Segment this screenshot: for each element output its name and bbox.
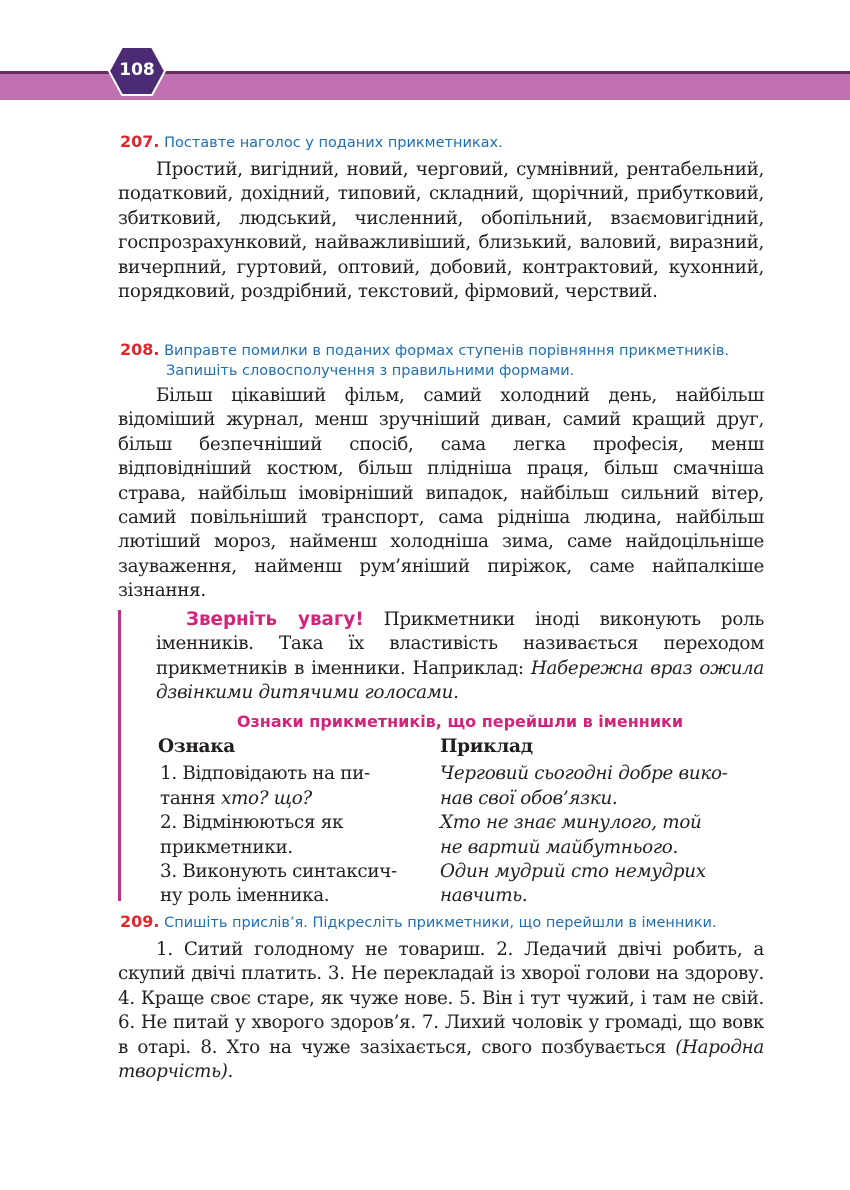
note-example: Набережна враз ожила дзвінкими дитячими голосами — [156, 657, 764, 704]
cell-line: Хто не знає минулого, той — [440, 812, 702, 834]
exercise-number: 207. — [120, 132, 160, 151]
cell-line: не вартий майбутнього. — [440, 836, 678, 858]
table-cell-example — [440, 860, 768, 909]
exercise-instruction: Спишіть прислів’я. Підкресліть прикметники, що перейшли в іменники. — [164, 915, 717, 931]
note-block — [156, 608, 764, 706]
cell-line — [160, 884, 440, 908]
cell-line: 3. Виконують синтаксич- — [160, 861, 397, 883]
note-body: Прикметники іноді виконують роль іменників. Така їх властивість називається переходом прикметників в іменники. Наприклад: — [156, 609, 764, 679]
cell-italic: хто? що? — [220, 787, 312, 809]
exercise-number: 208. — [120, 340, 160, 359]
cell-line: Черговий сьогодні добре вико- — [440, 763, 728, 785]
table-cell-example — [440, 762, 768, 811]
proverbs-text: 1. Ситий голодному не товариш. 2. Ледачий двічі робить, а скупий двічі платить. 3. Не перекладай із хворої голови на здорову. 4. Краще своє старе, як чуже нове. 5. Він і тут чужий, і там не свій. 6. Не питай у хворого здоров’я. 7. Лихий чоловік у громаді, що вовк в отарі. 8. Хто на чуже зазіхається, свого позбувається — [118, 939, 764, 1058]
exercise-number: 209. — [120, 912, 160, 931]
cell-line: 2. Відмінюються як — [160, 812, 344, 834]
table-header-example: Приклад — [440, 736, 533, 757]
table-header-sign: Ознака — [158, 736, 235, 757]
exercise-instruction: Поставте наголос у поданих прикметниках. — [164, 135, 503, 151]
table-row — [158, 860, 768, 909]
proverbs-source: (Народна творчість). — [118, 1036, 764, 1083]
exercise-instruction-continued: Запишіть словосполучення з правильними формами. — [166, 363, 575, 379]
exercise-207-text: Простий, вигідний, новий, черговий, сумнівний, рентабельний, податковий, дохідний, типовий, складний, щорічний, прибутковий, збитковий, людський, численний, обопільний, взаємовигідний, госпрозрахунковий, найважливіший, близький, валовий, виразний, вичерпний, гуртовий, оптовий, добовий, контрактовий, кухонний, порядковий, роздрібний, текстовий, фірмовий, черствий. — [118, 159, 764, 303]
table-title: Ознаки прикметників, що перейшли в іменники — [236, 712, 684, 731]
note-heading: Зверніть увагу! — [186, 609, 364, 630]
exercise-208-text: Більш цікавіший фільм, самий холодний день, найбільш відоміший журнал, менш зручніший диван, самий кращий друг, більш безпечніший спосіб, сама легка професія, менш відповідніший костюм, більш плідніша праця, більш смачніша страва, найбільш імовірніший випадок, найбільш сильний вітер, самий повільніший транспорт, сама рідніша людина, найбільш лютіший мороз, найменш холодніша зима, саме найдоцільніше зауваження, найменш рум’яніший пиріжок, саме найпалкіше зізнання. — [118, 385, 764, 602]
cell-line: 1. Відповідають на пи- — [160, 763, 370, 785]
table-cell-sign — [158, 811, 440, 860]
cell-text: прикметники. — [160, 836, 293, 858]
cell-line: Один мудрий сто немудрих — [440, 861, 706, 883]
exercise-208-heading — [120, 340, 820, 381]
table-row — [158, 762, 768, 811]
table-cell-sign — [158, 762, 440, 811]
exercise-207-heading — [120, 132, 820, 153]
cell-text: ну роль іменника. — [160, 885, 330, 907]
cell-line — [160, 836, 440, 860]
exercise-209-text — [118, 938, 764, 1084]
cell-text: тання — [160, 787, 221, 809]
table-cell-sign — [158, 860, 440, 909]
adjective-noun-table — [158, 735, 768, 909]
page-number: 108 — [119, 60, 155, 80]
table-header-row — [158, 735, 768, 759]
cell-line: нав свої обов’язки. — [440, 787, 618, 809]
cell-line: навчить. — [440, 885, 528, 907]
table-row — [158, 811, 768, 860]
exercise-209-heading — [120, 912, 820, 933]
exercise-instruction: Виправте помилки в поданих формах ступенів порівняння прикметників. — [164, 343, 730, 359]
note-accent-bar — [118, 610, 121, 901]
cell-line — [160, 787, 440, 811]
note-end: . — [453, 682, 459, 704]
table-cell-example — [440, 811, 768, 860]
